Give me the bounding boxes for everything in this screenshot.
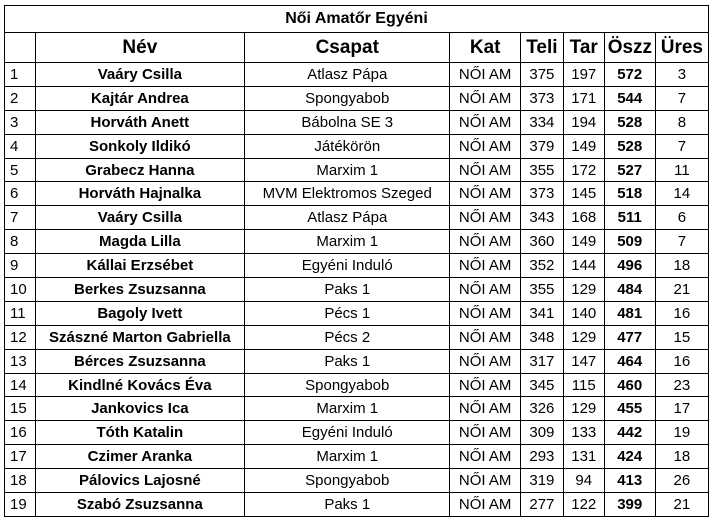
- table-row: [5, 230, 709, 254]
- team-name: Bábolna SE 3: [245, 110, 450, 134]
- row-index: 19: [5, 493, 36, 517]
- player-name: Szászné Marton Gabriella: [35, 325, 244, 349]
- header-name: Név: [35, 33, 244, 63]
- category: NŐI AM: [450, 230, 520, 254]
- tar-score: 140: [563, 301, 604, 325]
- teli-score: 277: [520, 493, 563, 517]
- header-tar: Tar: [563, 33, 604, 63]
- category: NŐI AM: [450, 110, 520, 134]
- total-score: 399: [604, 493, 655, 517]
- teli-score: 343: [520, 206, 563, 230]
- player-name: Vaáry Csilla: [35, 206, 244, 230]
- table-row: [5, 301, 709, 325]
- empty-count: 21: [655, 278, 708, 302]
- empty-count: 15: [655, 325, 708, 349]
- category: NŐI AM: [450, 182, 520, 206]
- team-name: Marxim 1: [245, 397, 450, 421]
- header-index: [5, 33, 36, 63]
- empty-count: 26: [655, 469, 708, 493]
- category: NŐI AM: [450, 158, 520, 182]
- empty-count: 7: [655, 86, 708, 110]
- teli-score: 326: [520, 397, 563, 421]
- row-index: 16: [5, 421, 36, 445]
- total-score: 460: [604, 373, 655, 397]
- category: NŐI AM: [450, 86, 520, 110]
- category: NŐI AM: [450, 469, 520, 493]
- table-row: [5, 63, 709, 87]
- category: NŐI AM: [450, 397, 520, 421]
- total-score: 442: [604, 421, 655, 445]
- header-category: Kat: [450, 33, 520, 63]
- player-name: Szabó Zsuzsanna: [35, 493, 244, 517]
- row-index: 1: [5, 63, 36, 87]
- row-index: 15: [5, 397, 36, 421]
- teli-score: 375: [520, 63, 563, 87]
- player-name: Sonkoly Ildikó: [35, 134, 244, 158]
- team-name: Marxim 1: [245, 158, 450, 182]
- player-name: Horváth Hajnalka: [35, 182, 244, 206]
- table-title: Női Amatőr Egyéni: [5, 6, 709, 33]
- total-score: 477: [604, 325, 655, 349]
- team-name: Atlasz Pápa: [245, 206, 450, 230]
- row-index: 7: [5, 206, 36, 230]
- table-row: [5, 182, 709, 206]
- team-name: Spongyabob: [245, 86, 450, 110]
- team-name: Paks 1: [245, 493, 450, 517]
- header-team: Csapat: [245, 33, 450, 63]
- row-index: 11: [5, 301, 36, 325]
- row-index: 12: [5, 325, 36, 349]
- row-index: 13: [5, 349, 36, 373]
- row-index: 10: [5, 278, 36, 302]
- empty-count: 19: [655, 421, 708, 445]
- header-row: [5, 33, 709, 63]
- player-name: Bagoly Ivett: [35, 301, 244, 325]
- row-index: 5: [5, 158, 36, 182]
- teli-score: 373: [520, 86, 563, 110]
- player-name: Jankovics Ica: [35, 397, 244, 421]
- empty-count: 16: [655, 301, 708, 325]
- empty-count: 16: [655, 349, 708, 373]
- category: NŐI AM: [450, 206, 520, 230]
- row-index: 4: [5, 134, 36, 158]
- team-name: Egyéni Induló: [245, 421, 450, 445]
- teli-score: 355: [520, 158, 563, 182]
- player-name: Grabecz Hanna: [35, 158, 244, 182]
- total-score: 544: [604, 86, 655, 110]
- teli-score: 309: [520, 421, 563, 445]
- tar-score: 131: [563, 445, 604, 469]
- table-row: [5, 206, 709, 230]
- tar-score: 129: [563, 278, 604, 302]
- player-name: Bérces Zsuzsanna: [35, 349, 244, 373]
- tar-score: 147: [563, 349, 604, 373]
- teli-score: 345: [520, 373, 563, 397]
- empty-count: 7: [655, 230, 708, 254]
- row-index: 8: [5, 230, 36, 254]
- category: NŐI AM: [450, 445, 520, 469]
- teli-score: 319: [520, 469, 563, 493]
- row-index: 17: [5, 445, 36, 469]
- table-row: [5, 325, 709, 349]
- table-row: [5, 278, 709, 302]
- total-score: 455: [604, 397, 655, 421]
- teli-score: 355: [520, 278, 563, 302]
- table-row: [5, 158, 709, 182]
- team-name: Játékörön: [245, 134, 450, 158]
- tar-score: 168: [563, 206, 604, 230]
- category: NŐI AM: [450, 301, 520, 325]
- table-row: [5, 469, 709, 493]
- team-name: Egyéni Induló: [245, 254, 450, 278]
- tar-score: 149: [563, 134, 604, 158]
- row-index: 18: [5, 469, 36, 493]
- table-row: [5, 373, 709, 397]
- table-body: [5, 6, 709, 517]
- total-score: 528: [604, 110, 655, 134]
- team-name: Atlasz Pápa: [245, 63, 450, 87]
- empty-count: 6: [655, 206, 708, 230]
- team-name: Marxim 1: [245, 230, 450, 254]
- team-name: Marxim 1: [245, 445, 450, 469]
- player-name: Kindlné Kovács Éva: [35, 373, 244, 397]
- table-row: [5, 349, 709, 373]
- tar-score: 129: [563, 397, 604, 421]
- total-score: 413: [604, 469, 655, 493]
- empty-count: 18: [655, 254, 708, 278]
- total-score: 527: [604, 158, 655, 182]
- player-name: Horváth Anett: [35, 110, 244, 134]
- empty-count: 18: [655, 445, 708, 469]
- tar-score: 197: [563, 63, 604, 87]
- results-table: [4, 5, 709, 517]
- tar-score: 145: [563, 182, 604, 206]
- table-row: [5, 445, 709, 469]
- empty-count: 21: [655, 493, 708, 517]
- team-name: Pécs 1: [245, 301, 450, 325]
- table-row: [5, 254, 709, 278]
- player-name: Vaáry Csilla: [35, 63, 244, 87]
- header-total: Öszz: [604, 33, 655, 63]
- teli-score: 293: [520, 445, 563, 469]
- table-row: [5, 493, 709, 517]
- tar-score: 115: [563, 373, 604, 397]
- empty-count: 8: [655, 110, 708, 134]
- total-score: 572: [604, 63, 655, 87]
- row-index: 9: [5, 254, 36, 278]
- header-teli: Teli: [520, 33, 563, 63]
- total-score: 528: [604, 134, 655, 158]
- team-name: Paks 1: [245, 278, 450, 302]
- teli-score: 379: [520, 134, 563, 158]
- row-index: 3: [5, 110, 36, 134]
- title-row: [5, 6, 709, 33]
- total-score: 511: [604, 206, 655, 230]
- category: NŐI AM: [450, 254, 520, 278]
- tar-score: 94: [563, 469, 604, 493]
- empty-count: 17: [655, 397, 708, 421]
- row-index: 2: [5, 86, 36, 110]
- tar-score: 133: [563, 421, 604, 445]
- total-score: 464: [604, 349, 655, 373]
- empty-count: 23: [655, 373, 708, 397]
- category: NŐI AM: [450, 493, 520, 517]
- teli-score: 334: [520, 110, 563, 134]
- total-score: 424: [604, 445, 655, 469]
- player-name: Czimer Aranka: [35, 445, 244, 469]
- teli-score: 341: [520, 301, 563, 325]
- empty-count: 7: [655, 134, 708, 158]
- row-index: 6: [5, 182, 36, 206]
- tar-score: 144: [563, 254, 604, 278]
- player-name: Tóth Katalin: [35, 421, 244, 445]
- player-name: Berkes Zsuzsanna: [35, 278, 244, 302]
- empty-count: 3: [655, 63, 708, 87]
- category: NŐI AM: [450, 421, 520, 445]
- team-name: MVM Elektromos Szeged: [245, 182, 450, 206]
- team-name: Spongyabob: [245, 469, 450, 493]
- total-score: 496: [604, 254, 655, 278]
- teli-score: 317: [520, 349, 563, 373]
- total-score: 481: [604, 301, 655, 325]
- player-name: Kajtár Andrea: [35, 86, 244, 110]
- category: NŐI AM: [450, 349, 520, 373]
- tar-score: 194: [563, 110, 604, 134]
- teli-score: 352: [520, 254, 563, 278]
- category: NŐI AM: [450, 278, 520, 302]
- player-name: Pálovics Lajosné: [35, 469, 244, 493]
- empty-count: 14: [655, 182, 708, 206]
- tar-score: 172: [563, 158, 604, 182]
- total-score: 509: [604, 230, 655, 254]
- team-name: Paks 1: [245, 349, 450, 373]
- tar-score: 122: [563, 493, 604, 517]
- teli-score: 348: [520, 325, 563, 349]
- tar-score: 171: [563, 86, 604, 110]
- header-empty: Üres: [655, 33, 708, 63]
- table-row: [5, 134, 709, 158]
- table-row: [5, 421, 709, 445]
- table-row: [5, 397, 709, 421]
- total-score: 518: [604, 182, 655, 206]
- empty-count: 11: [655, 158, 708, 182]
- team-name: Spongyabob: [245, 373, 450, 397]
- table-row: [5, 110, 709, 134]
- category: NŐI AM: [450, 325, 520, 349]
- player-name: Kállai Erzsébet: [35, 254, 244, 278]
- category: NŐI AM: [450, 373, 520, 397]
- table-row: [5, 86, 709, 110]
- teli-score: 360: [520, 230, 563, 254]
- tar-score: 149: [563, 230, 604, 254]
- teli-score: 373: [520, 182, 563, 206]
- row-index: 14: [5, 373, 36, 397]
- team-name: Pécs 2: [245, 325, 450, 349]
- total-score: 484: [604, 278, 655, 302]
- player-name: Magda Lilla: [35, 230, 244, 254]
- category: NŐI AM: [450, 134, 520, 158]
- tar-score: 129: [563, 325, 604, 349]
- category: NŐI AM: [450, 63, 520, 87]
